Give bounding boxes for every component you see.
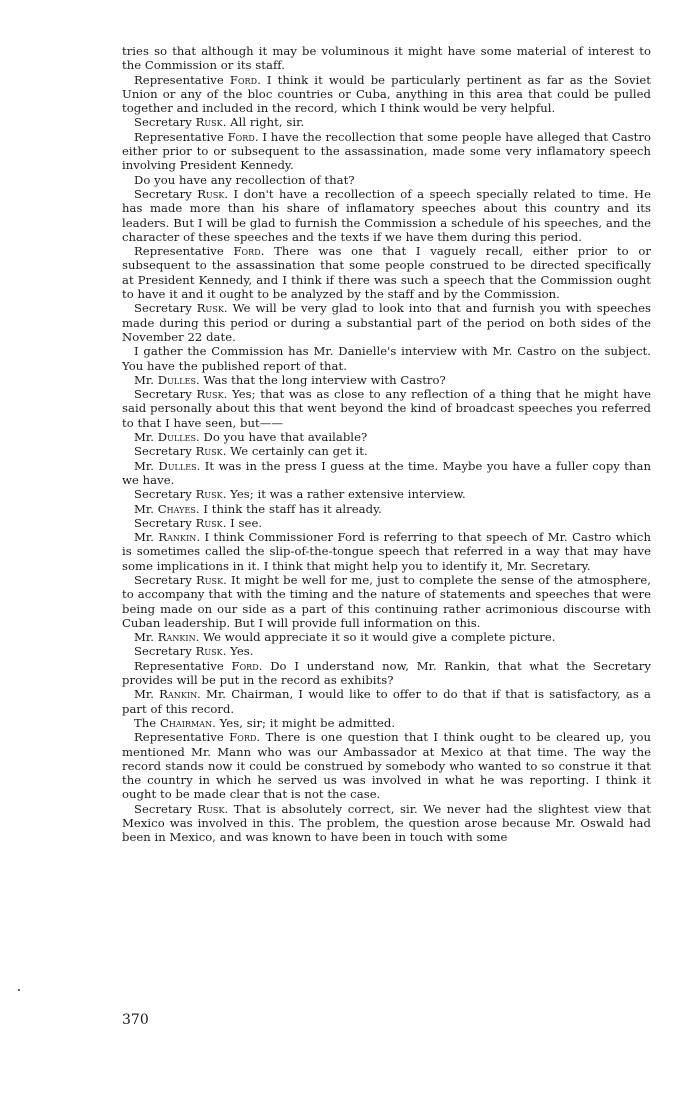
paragraph (122, 244, 651, 301)
speaker-name: Rusk (197, 186, 225, 201)
speaker-title: The (134, 715, 160, 730)
speaker-title: Secretary (134, 572, 196, 587)
speaker-name: Rankin (158, 530, 197, 545)
paragraph-text: . We certainly can get it. (222, 444, 368, 459)
paragraph (122, 387, 651, 430)
paragraph-text: . I see. (222, 515, 263, 530)
paragraph-text: . There was one that I vaguely recall, either prior to or subsequent to the assassination that some people construed to be directed specifically at President Kennedy, and I think if there was such a speech that the Commission ought to have it and it ought to be analyzed by the staff and by the Commission. (122, 244, 651, 302)
paragraph-text: . I don't have a recollection of a speech specially related to time. He has made more than his share of inflamatory speeches about this country and its leaders. But I will be glad to furnish the Commission a schedule of his speeches, and the character of these speeches and the texts if we have them during this period. (122, 186, 651, 244)
speaker-name: Rusk (196, 301, 224, 316)
speaker-title: Representative (134, 658, 232, 673)
paragraph-text: . Was that the long interview with Castro? (196, 372, 446, 387)
paragraph (122, 73, 651, 116)
paragraph (122, 187, 651, 244)
paragraph (122, 644, 651, 658)
speaker-name: Ford (231, 658, 259, 673)
speaker-title: Secretary (134, 644, 196, 659)
speaker-title: Secretary (134, 515, 196, 530)
speaker-title: Secretary (134, 115, 196, 130)
paragraph-text: I gather the Commission has Mr. Danielle's interview with Mr. Castro on the subject. You have the published report of that. (122, 344, 651, 373)
speaker-title: Mr. (134, 372, 158, 387)
speaker-name: Rusk (195, 515, 223, 530)
speaker-name: Rusk (195, 572, 224, 587)
paragraph-text: . Yes; it was a rather extensive interview. (222, 487, 466, 502)
speaker-name: Dulles (157, 430, 197, 445)
paragraph (122, 459, 651, 488)
speaker-name: Dulles (157, 372, 197, 387)
speaker-title: Mr. (134, 458, 159, 473)
speaker-title: Representative (134, 244, 234, 259)
speaker-name: Ford (233, 244, 261, 259)
paragraph-text: . Mr. Chairman, I would like to offer to do that if that is satisfactory, as a part of this record. (122, 687, 651, 716)
paragraph-text: . I think the staff has it already. (195, 501, 382, 516)
speaker-name: Ford (227, 129, 255, 144)
speaker-name: Rusk (195, 487, 223, 502)
paragraph-text: . Yes; that was as close to any reflection of a thing that he might have said personally about this that went beyond the kind of broadcast speeches you referred to that I have seen, but—— (122, 387, 651, 430)
speaker-title: Representative (134, 129, 228, 144)
paragraph (122, 516, 651, 530)
speaker-name: Rusk (195, 115, 223, 130)
paragraph-text: . There is one question that I think ought to be cleared up, you mentioned Mr. Mann who was our Ambassador at Mexico at that time. The way the record stands now it could be construed by somebody who wanted to so construe it that the country in which he served us was involved in what he was reporting. I think it ought to be made clear that is not the case. (122, 730, 651, 802)
paragraph-text: . I think Commissioner Ford is referring to that speech of Mr. Castro which is sometimes called the slip-of-the-tongue speech that referred in a way that may have some implications in it. I think that might help you to identify it, Mr. Secretary. (122, 530, 651, 573)
paragraph (122, 573, 651, 630)
paragraph (122, 373, 651, 387)
paragraph (122, 659, 651, 688)
speaker-title: Secretary (134, 801, 198, 816)
paragraph (122, 173, 651, 187)
paragraph (122, 487, 651, 501)
paragraph (122, 444, 651, 458)
speaker-title: Secretary (134, 301, 197, 316)
margin-speck (18, 989, 20, 991)
speaker-title: Mr. (134, 430, 158, 445)
speaker-title: Mr. (134, 530, 159, 545)
paragraph (122, 430, 651, 444)
speaker-name: Rankin (157, 630, 196, 645)
speaker-title: Secretary (134, 444, 196, 459)
paragraph (122, 44, 651, 73)
paragraph (122, 530, 651, 573)
paragraph (122, 630, 651, 644)
paragraph-text: Do you have any recollection of that? (134, 172, 355, 187)
speaker-title: Mr. (134, 501, 158, 516)
speaker-name: Chayes (157, 501, 196, 516)
paragraph (122, 802, 651, 845)
paragraph-text: . Do you have that available? (196, 430, 368, 445)
speaker-title: Representative (134, 730, 230, 745)
paragraph (122, 730, 651, 801)
paragraph-text: . It might be well for me, just to complete the sense of the atmosphere, to accompany that with the timing and the nature of statements and speeches that were being made on our side as a part of this continuing rather acrimonious discourse with Cuban leadership. But I will provide full information on this. (122, 572, 651, 630)
paragraph-text: . Yes. (222, 644, 254, 659)
paragraph (122, 130, 651, 173)
speaker-title: Secretary (134, 387, 197, 402)
speaker-name: Chairman (159, 715, 213, 730)
speaker-title: Secretary (134, 186, 198, 201)
paragraph (122, 115, 651, 129)
transcript-page (122, 44, 651, 845)
paragraph (122, 687, 651, 716)
speaker-title: Secretary (134, 487, 196, 502)
paragraph (122, 716, 651, 730)
speaker-name: Ford (229, 730, 257, 745)
speaker-title: Mr. (134, 687, 160, 702)
speaker-title: Representative (134, 72, 230, 87)
paragraph-text: . All right, sir. (222, 115, 305, 130)
paragraph-text: . That is absolutely correct, sir. We never had the slightest view that Mexico was involved in this. The problem, the question arose because Mr. Oswald had been in Mexico, and was known to have been in touch with some (122, 801, 651, 845)
paragraph (122, 301, 651, 344)
paragraph (122, 344, 651, 373)
speaker-name: Rankin (159, 687, 198, 702)
page-number: 370 (122, 1012, 149, 1028)
speaker-name: Rusk (197, 801, 225, 816)
paragraph-text: . We would appreciate it so it would give a complete picture. (195, 630, 556, 645)
paragraph-text: . Yes, sir; it might be admitted. (212, 715, 396, 730)
speaker-name: Ford (229, 72, 258, 87)
speaker-name: Rusk (196, 387, 224, 402)
speaker-name: Rusk (195, 644, 223, 659)
speaker-title: Mr. (134, 630, 158, 645)
paragraph (122, 502, 651, 516)
paragraph-text: . Do I understand now, Mr. Rankin, that what the Secretary provides will be put in the record as exhibits? (122, 658, 651, 688)
speaker-name: Rusk (195, 444, 223, 459)
paragraph-text: . I think it would be particularly pertinent as far as the Soviet Union or any of the bloc countries or Cuba, anything in this area that could be pulled together and included in the record, which I think would be very helpful. (122, 72, 652, 116)
paragraph-text: . It was in the press I guess at the time. Maybe you have a fuller copy than we have. (122, 458, 651, 487)
paragraph-text: tries so that although it may be voluminous it might have some material of interest to the Commission or its staff. (122, 44, 651, 73)
paragraph-text: . We will be very glad to look into that and furnish you with speeches made during this period or during a substantial part of the period on both sides of the November 22 date. (122, 301, 651, 344)
paragraph-text: . I have the recollection that some people have alleged that Castro either prior to or subsequent to the assassination, made some very inflamatory speech involving President Kennedy. (122, 129, 652, 173)
speaker-name: Dulles (158, 458, 197, 473)
